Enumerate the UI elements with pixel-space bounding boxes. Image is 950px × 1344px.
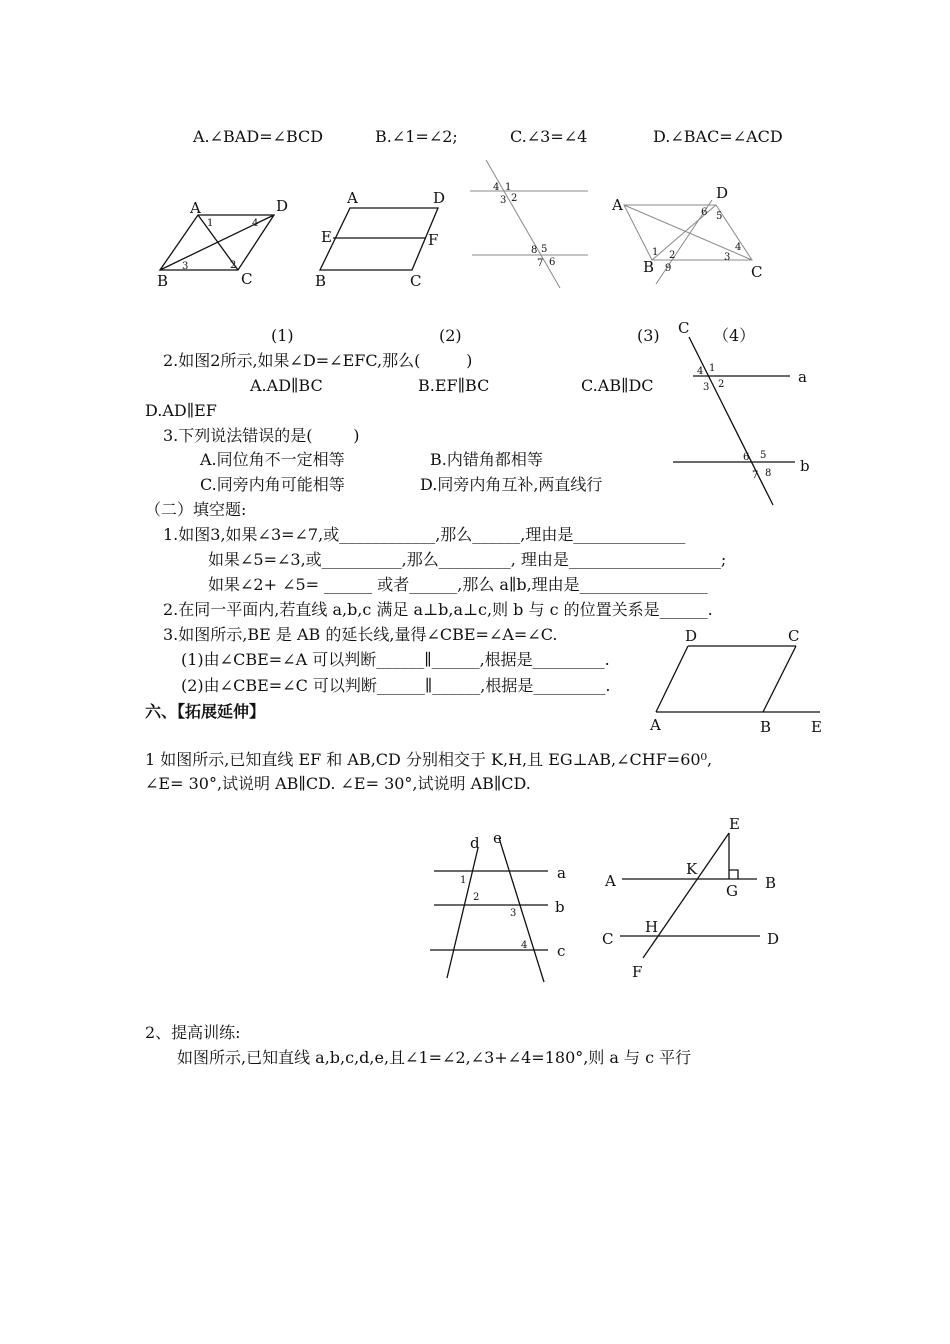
fig4-caption: （4） [713, 326, 756, 345]
lines-angle-2: 2 [473, 892, 480, 903]
q2-option-d: D.AD∥EF [145, 401, 217, 420]
q3-stem: 3.下列说法错误的是( ) [163, 426, 360, 445]
q3-option-c: C.同旁内角可能相等 [200, 475, 345, 494]
fig4-angle-3: 3 [724, 252, 731, 263]
q2-option-c: C.AB∥DC [581, 376, 654, 395]
q1-option-c: C.∠3=∠4 [510, 127, 588, 146]
fig1-angle-3: 3 [182, 261, 189, 272]
q1-option-a: A.∠BAD=∠BCD [193, 127, 324, 146]
para-label-e: E [811, 718, 822, 736]
q2-option-a: A.AD∥BC [250, 376, 323, 395]
fill-heading: （二）填空题: [145, 500, 247, 519]
fig4-angle-5: 5 [716, 211, 723, 222]
fig3-angle-7: 7 [537, 258, 544, 269]
parallel-label-b: b [800, 457, 810, 475]
parallel-label-c: C [678, 319, 690, 337]
section6-title: 六、【拓展延伸】 [145, 702, 266, 721]
fig1-label-b: B [157, 272, 169, 290]
fig4-label-d: D [716, 184, 729, 202]
lines-angle-3: 3 [510, 908, 517, 919]
lines-angle-1: 1 [460, 875, 467, 886]
q3-option-a: A.同位角不一定相等 [200, 450, 345, 469]
lines-label-c: c [557, 942, 566, 960]
fig2-label-f: F [428, 231, 439, 249]
kh-label-b: B [765, 874, 777, 892]
q3-option-d: D.同旁内角互补,两直线行 [420, 475, 603, 494]
fill-line-2: 如果∠5=∠3,或__________,那么_________, 理由是___________________; [208, 550, 727, 569]
parallel-label-a: a [798, 368, 807, 386]
parallel-angle-7: 7 [752, 470, 759, 481]
fig1-angle-2: 2 [230, 260, 237, 271]
q3-option-b: B.内错角都相等 [430, 450, 543, 469]
para-label-a: A [650, 716, 661, 734]
fig1-caption: (1) [271, 326, 294, 345]
fig4-angle-4: 4 [735, 242, 742, 253]
section2-text: 如图所示,已知直线 a,b,c,d,e,且∠1=∠2,∠3+∠4=180°,则 a 与 c 平行 [177, 1048, 692, 1067]
parallel-angle-3: 3 [703, 382, 710, 393]
fig2-caption: (2) [439, 326, 462, 345]
lines-label-d: d [470, 834, 480, 852]
kh-label-h: H [645, 918, 659, 936]
fig1-label-a: A [190, 199, 201, 217]
parallel-angle-8: 8 [765, 468, 772, 479]
fig3-angle-3: 3 [500, 195, 507, 206]
fig2-label-d: D [433, 189, 446, 207]
q1-option-d: D.∠BAC=∠ACD [653, 127, 783, 146]
parallel-angle-1: 1 [709, 363, 716, 374]
parallel-angle-4: 4 [697, 366, 704, 377]
fill-line-1: 1.如图3,如果∠3=∠7,或____________,那么______,理由是______________ [163, 525, 686, 544]
parallel-angle-2: 2 [718, 379, 725, 390]
section2-title: 2、提高训练: [145, 1023, 241, 1042]
lines-label-a: a [557, 864, 566, 882]
fig3-angle-5: 5 [541, 244, 548, 255]
fill-line-3: 如果∠2+ ∠5= ______ 或者______,那么 a∥b,理由是________________ [208, 575, 708, 594]
fig3-caption: (3) [637, 326, 660, 345]
q1-option-b: B.∠1=∠2; [375, 127, 458, 146]
fig1-angle-4: 4 [252, 218, 259, 229]
fig4-label-b: B [643, 258, 655, 276]
fig3-angle-8: 8 [531, 245, 538, 256]
fig4-angle-9: 9 [665, 263, 672, 274]
parallel-angle-6: 6 [743, 452, 750, 463]
fig4-angle-2: 2 [669, 250, 676, 261]
fill-line-4: 2.在同一平面内,若直线 a,b,c 满足 a⊥b,a⊥c,则 b 与 c 的位置关系是______. [163, 600, 713, 619]
fig4-angle-6: 6 [701, 207, 708, 218]
kh-label-c: C [602, 930, 614, 948]
para-label-b: B [760, 718, 772, 736]
kh-label-e: E [729, 815, 740, 833]
q2-option-b: B.EF∥BC [418, 376, 490, 395]
fig2-label-a: A [347, 189, 358, 207]
fig1-label-d: D [276, 197, 289, 215]
parallel-angle-5: 5 [760, 450, 767, 461]
fig2-label-b: B [315, 272, 327, 290]
lines-label-b: b [555, 898, 565, 916]
fig1-angle-1: 1 [207, 218, 214, 229]
kh-label-a: A [605, 872, 616, 890]
para-label-c: C [788, 627, 800, 645]
fig1-label-c: C [241, 270, 253, 288]
kh-label-k: K [686, 860, 698, 878]
fig4-label-c: C [751, 263, 763, 281]
q2-stem: 2.如图2所示,如果∠D=∠EFC,那么( ) [163, 351, 473, 370]
fill-line-7: (2)由∠CBE=∠C 可以判断______∥______,根据是_________. [181, 676, 611, 695]
fig4-label-a: A [612, 196, 623, 214]
fig3-angle-1: 1 [505, 182, 512, 193]
fill-line-6: (1)由∠CBE=∠A 可以判断______∥______,根据是_________. [181, 650, 610, 669]
kh-label-d: D [767, 930, 780, 948]
fig2-label-e: E [321, 228, 332, 246]
kh-label-f: F [632, 963, 643, 981]
lines-angle-4: 4 [521, 940, 528, 951]
fig3-angle-2: 2 [511, 193, 518, 204]
lines-label-e: e [493, 829, 502, 847]
section6-problem-line-2: ∠E= 30°,试说明 AB∥CD. ∠E= 30°,试说明 AB∥CD. [145, 774, 531, 793]
fill-line-5: 3.如图所示,BE 是 AB 的延长线,量得∠CBE=∠A=∠C. [163, 625, 558, 644]
para-label-d: D [685, 627, 698, 645]
kh-label-g: G [726, 882, 738, 900]
fig4-angle-1: 1 [652, 247, 659, 258]
fig3-angle-4: 4 [493, 182, 500, 193]
section6-problem-line-1: 1 如图所示,已知直线 EF 和 AB,CD 分别相交于 K,H,且 EG⊥AB,∠CHF=60⁰, [145, 750, 713, 769]
fig3-angle-6: 6 [549, 257, 556, 268]
fig2-label-c: C [410, 272, 422, 290]
